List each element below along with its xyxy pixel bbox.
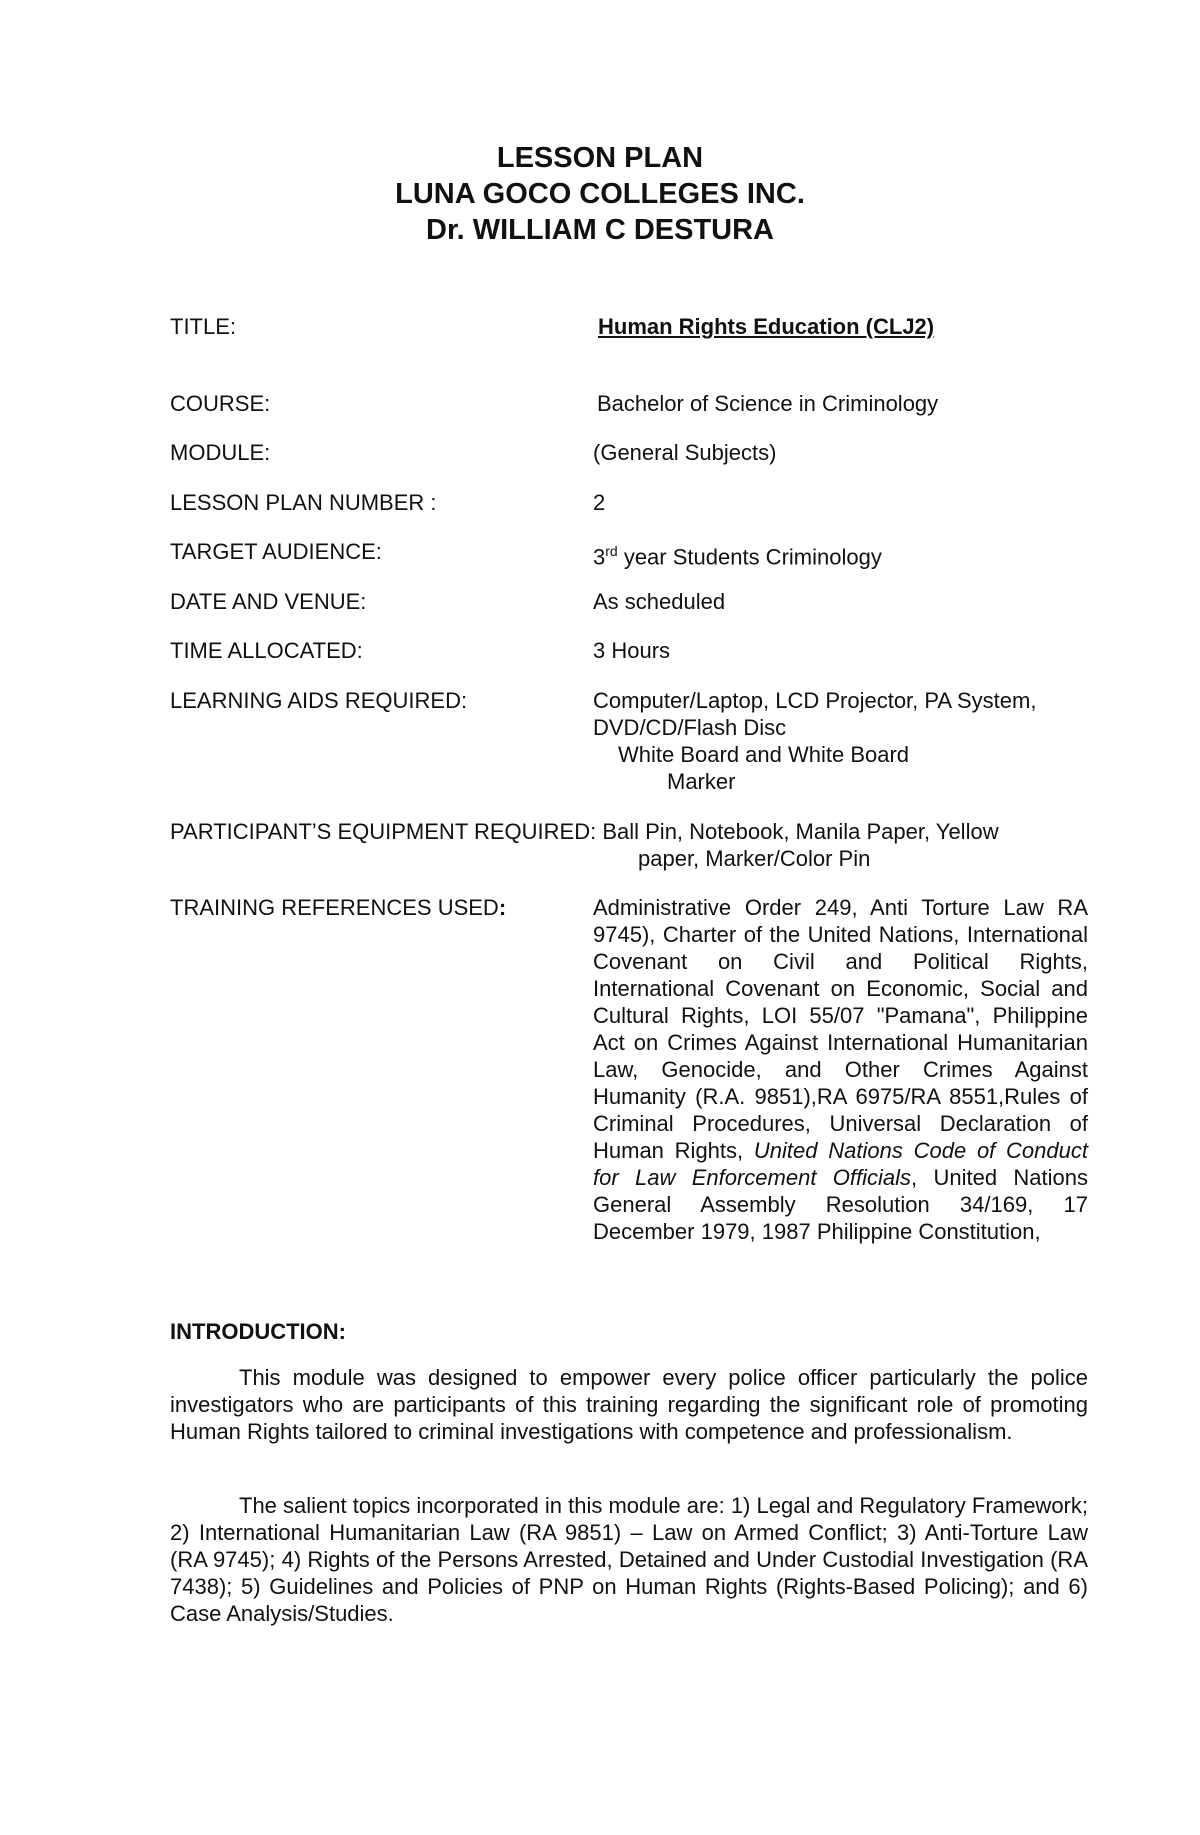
participant-equipment-row [170,818,1090,872]
learning-aids-label: LEARNING AIDS REQUIRED: [170,688,468,713]
training-references-label-text: TRAINING REFERENCES USED [170,895,499,920]
document-header [0,140,1200,248]
course-value: Bachelor of Science in Criminology [597,391,939,416]
module-label: MODULE: [170,440,271,465]
header-author: Dr. WILLIAM C DESTURA [426,214,774,246]
introduction-paragraph: The salient topics incorporated in this module are: 1) Legal and Regulatory Framework; 2) International Humanitarian Law (RA 9851) – Law on Armed Conflict; 3) Anti-Torture Law (RA 9745); 4) Rights of the Persons Arrested, Detained and Under Custodial Investigation (RA 7438); 5) Guidelines and Policies of PNP on Human Rights (Rights-Based Policing); and 6) Case Analysis/Studies. [170,1493,1088,1626]
target-audience-label: TARGET AUDIENCE: [170,539,382,564]
learning-aids-line: Marker [667,769,736,794]
header-college-name: LUNA GOCO COLLEGES INC. [395,178,805,210]
learning-aids-value [593,687,1200,795]
module-value: (General Subjects) [593,440,777,465]
title-value: Human Rights Education (CLJ2) [598,314,935,339]
target-audience-value [593,538,1200,570]
lesson-plan-number-label: LESSON PLAN NUMBER : [170,490,437,515]
participant-equipment-label: PARTICIPANT’S EQUIPMENT REQUIRED: [170,819,597,844]
training-references-text: Administrative Order 249, Anti Torture Law RA 9745), Charter of the United Nations, International Covenant on Civil and Political Rights, International Covenant on Economic, Social and Cultural Rights, LOI 55/07 "Pamana", Philippine Act on Crimes Against International Humanitarian Law, Genocide, and Other Crimes Against Humanity (R.A. 9851),RA 6975/RA 8551,Rules of Criminal Procedures, Universal Declaration of Human Rights, [593,895,1088,1163]
training-references-italic: United Nations Code of Conduct for Law Enforcement Officials [593,1138,1088,1190]
learning-aids-line: Computer/Laptop, LCD Projector, PA System, [593,688,1037,713]
training-references-label [170,894,506,921]
time-allocated-value: 3 Hours [593,638,671,663]
introduction-paragraph: This module was designed to empower every police officer particularly the police investigators who are participants of this training regarding the significant role of promoting Human Rights tailored to criminal investigations with competence and professionalism. [170,1365,1088,1444]
target-audience-ordinal: rd [605,543,618,559]
date-venue-value: As scheduled [593,589,726,614]
header-lesson-plan: LESSON PLAN [496,142,704,174]
learning-aids-line: White Board and White Board [618,742,910,767]
title-label: TITLE: [170,314,237,339]
training-references-text-end: , United Nations General Assembly Resolution 34/169, 17 December 1979, 1987 Philippine Constitution, [593,1165,1088,1244]
participant-equipment-value-line: Ball Pin, Notebook, Manila Paper, Yellow [596,819,999,844]
introduction-heading: INTRODUCTION: [170,1319,346,1344]
training-references-value [593,894,1088,1245]
participant-equipment-value-line: paper, Marker/Color Pin [638,846,871,871]
learning-aids-line: DVD/CD/Flash Disc [593,715,787,740]
lesson-plan-number-value: 2 [593,490,606,515]
target-audience-text: year Students Criminology [617,544,882,570]
training-references-label-colon: : [498,895,507,920]
target-audience-year: 3 [593,544,606,570]
course-label: COURSE: [170,391,271,416]
time-allocated-label: TIME ALLOCATED: [170,638,363,663]
date-venue-label: DATE AND VENUE: [170,589,367,614]
